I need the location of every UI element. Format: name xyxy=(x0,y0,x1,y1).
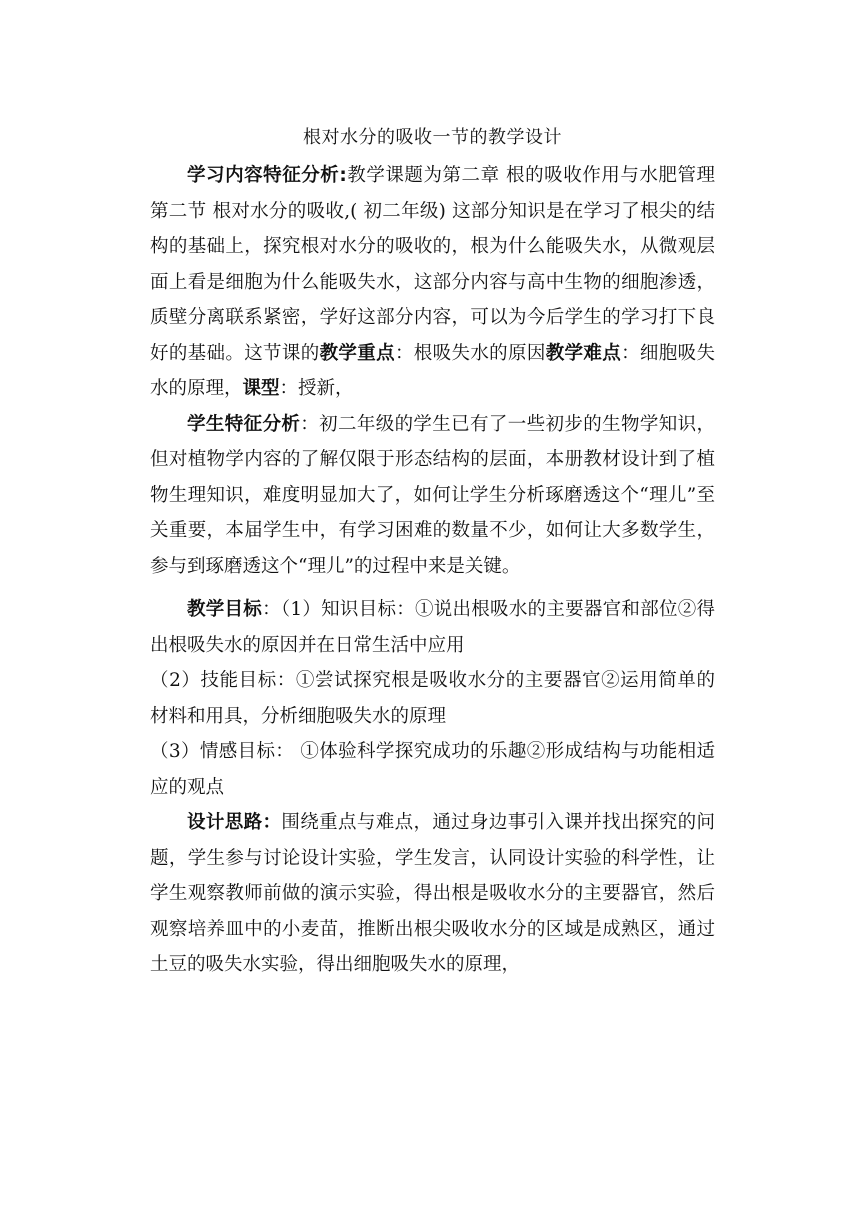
document-title: 根对水分的吸收一节的教学设计 xyxy=(303,127,562,148)
lesson-type-text: ：授新， xyxy=(279,378,354,399)
difficulty-label: 教学难点 xyxy=(545,342,622,364)
document-page xyxy=(150,118,715,983)
design-idea-heading: 设计思路： xyxy=(187,812,282,833)
lesson-type-label: 课型 xyxy=(242,378,280,399)
paragraph-gap xyxy=(150,584,715,592)
design-idea-paragraph xyxy=(150,805,715,983)
design-idea-text: 围绕重点与难点，通过身边事引入课并找出探究的问题，学生参与讨论设计实验，学生发言，认同设计实验的科学性，让学生观察教师前做的演示实验，得出根是吸收水分的主要器官，然后观察培养皿中的小麦苗，推断出根尖吸收水分的区域是成熟区，通过土豆的吸失水实验，得出细胞吸失水的原理， xyxy=(150,812,715,975)
emotion-goals-paragraph: （3）情感目标： ①体验科学探究成功的乐趣②形成结构与功能相适应的观点 xyxy=(150,741,715,798)
student-analysis-text: ：初二年级的学生已有了一些初步的生物学知识，但对植物学内容的了解仅限于形态结构的层面，本册教材设计到了植物生理知识，难度明显加大了，如何让学生分析琢磨透这个“理儿”至关重要，本届学生中，有学习困难的数量不少，如何让大多数学生，参与到琢磨透这个“理儿”的过程中来是关键。 xyxy=(150,413,715,577)
key-point-text: ：根吸失水的原因 xyxy=(394,342,546,364)
student-analysis-heading: 学生特征分析 xyxy=(187,413,301,435)
content-analysis-paragraph xyxy=(150,158,715,407)
content-analysis-heading: 学习内容特征分析: xyxy=(187,165,347,186)
knowledge-goals-text: ：（1）知识目标：①说出根吸水的主要器官和部位②得出根吸失水的原因并在日常生活中应用 xyxy=(150,599,715,656)
teaching-goals-heading: 教学目标 xyxy=(187,599,263,620)
student-analysis-paragraph xyxy=(150,407,715,585)
teaching-goals-paragraph xyxy=(150,592,715,663)
difficulty-text: ：细胞吸失水的原理， xyxy=(150,342,715,399)
key-point-label: 教学重点 xyxy=(319,342,395,364)
skill-goals-paragraph: （2）技能目标：①尝试探究根是吸收水分的主要器官②运用简单的材料和用具，分析细胞吸失水的原理 xyxy=(150,670,715,727)
content-analysis-text: 教学课题为第二章 根的吸收作用与水肥管理 第二节 根对水分的吸收,( 初二年级) 这部分知识是在学习了根尖的结构的基础上，探究根对水分的吸收的，根为什么能吸失水，从微观层面上看是细胞为什么能吸失水，这部分内容与高中生物的细胞渗透，质壁分离联系紧密，学好这部分内容，可以为今后学生的学习打下良好的基础。这节课的 xyxy=(150,165,715,364)
